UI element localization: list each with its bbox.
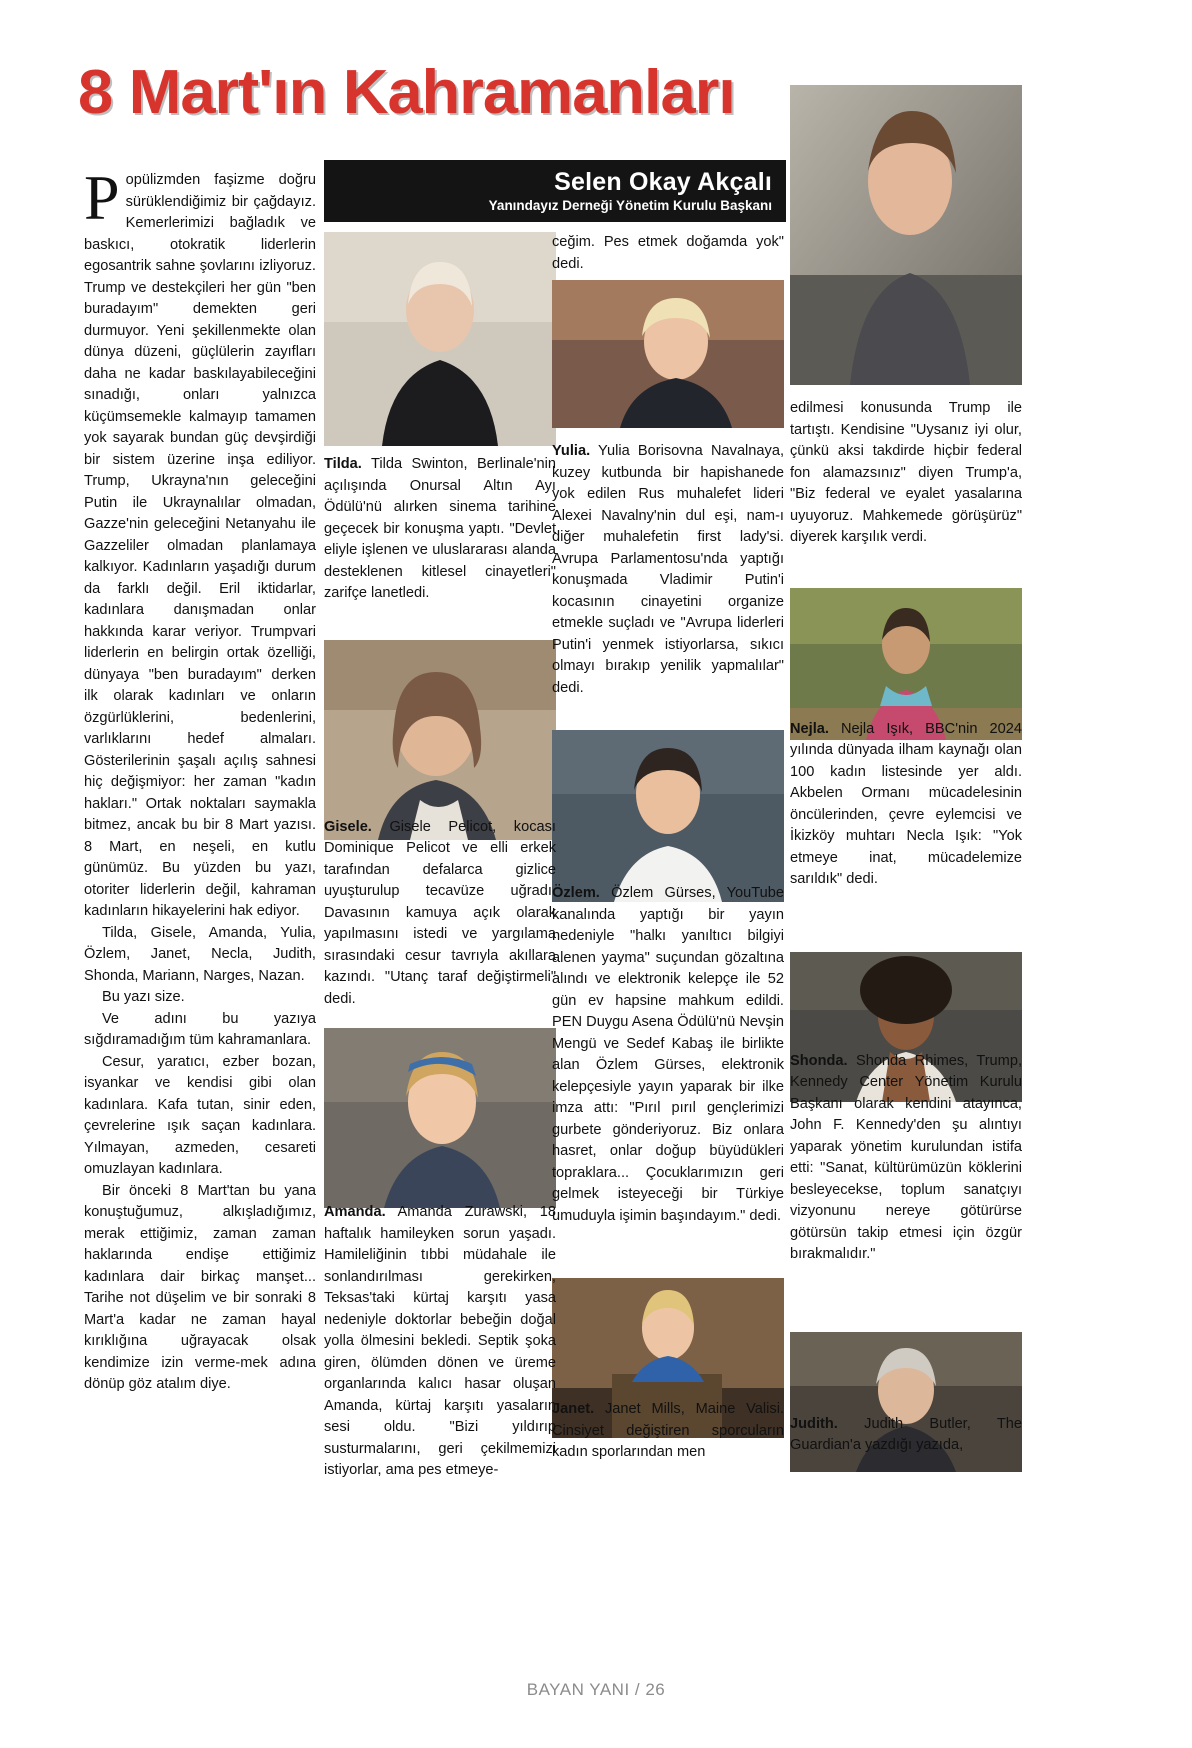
caption-text: Gisele Pelicot, kocası Dominique Pelicot ve elli erkek tarafından defalarca gizlice uyuşturulup tecavüze uğradı. Davasının kamuya açık olarak yapılmasını istedi ve yargılama sırasındaki cesur tavrıyla akıllara kazındı. "Utanç taraf değiştirmeli" dedi. [324,818,556,1007]
paragraph [84,162,316,923]
caption-text: Nejla Işık, BBC'nin 2024 yılında dünyada ilham kaynağı olan 100 kadın listesinde yer aldı. Akbelen Ormanı mücadelesinin öncülerinden, çevre eylemcisi ve İkizköy muhtarı Necla Işık: "Yok etmeye inat, mücadelemize sarıldık" dedi. [790,720,1022,887]
paragraph [790,398,1022,549]
caption-janet [552,1399,784,1464]
caption-gisele [324,817,556,1011]
caption-text: Shonda Rhimes, Trump, Kennedy Center Yönetim Kurulu Başkanı olarak kendini atayınca, John F. Kennedy'den şu alıntıyı yaparak yönetim kurulundan istifa etti: "Sanat, kültürümüzün köklerini besleyecekse, toplum sanatçıyı vizyonunu nereye götürürse götürsün takip etmesi için özgür bırakmalıdır." [790,1052,1022,1262]
article-column-3 [552,232,784,1464]
article-column-4 [790,398,1022,1457]
paragraph-text: Ve adını bu yazıya sığdıramadığım tüm kahramanlara. [84,1010,316,1048]
caption-text: Özlem Gürses, YouTube kanalında yaptığı bir yayın nedeniyle "halkı yanıltıcı bilgiyi alenen yayma" suçundan gözaltına alındı ve elektronik kelepçe ile 52 gün ev hapsine mahkum edildi. PEN Duygu Asena Ödülü'nü Nevşin Mengü ve Sedef Kabaş ile birlikte alan Özlem Gürses, elektronik kelepçesiyle yayın yaparak bir ilke imza attı: "Pırıl pırıl gençlerimizi gurbete gönderiyoruz. Biz onlara hasret, onlar doğup büyüdükleri topraklara... Çocuklarımızın geri gelmek isteyeceği bir Türkiye umuduyla işimin başındayım." dedi. [552,885,784,1224]
caption-lead: Tilda. [324,456,362,472]
paragraph [84,1009,316,1052]
byline-banner [324,160,786,222]
caption-lead: Yulia. [552,443,591,459]
caption-text: Janet Mills, Maine Valisi. Cinsiyet değiştiren sporcuların kadın sporlarından men [552,1401,784,1460]
paragraph [552,232,784,275]
caption-text: Amanda Zurawski, 18 haftalık hamileyken sorun yaşadı. Hamileliğinin tıbbi müdahale ile sonlandırılması gerekirken, Teksas'taki kürtaj karşıtı yasa nedeniyle doktorlar bebeğin doğal yolla ölmesini bekledi. Septik şoka giren, ölümden dönen ve üreme organlarında kalıcı hasar oluşan Amanda, kürtaj karşıtı yasaların sesi oldu. "Bizi yıldırıp susturmalarını, geri çekilmemizi istiyorlar, ama pes etmeye- [324,1204,556,1478]
article-column-1 [84,162,316,1396]
paragraph [84,923,316,988]
caption-shonda [790,1051,1022,1266]
paragraph-text: Bu yazı size. [102,989,185,1005]
caption-nejla [790,719,1022,891]
article-column-2 [324,232,556,1482]
caption-text: Judith Butler, The Guardian'a yazdığı yazıda, [790,1415,1022,1453]
photo-selen-okay-akcali [790,85,1022,385]
caption-lead: Özlem. [552,885,600,901]
caption-lead: Nejla. [790,720,829,737]
caption-lead: Amanda. [324,1204,386,1220]
paragraph-text: opülizmden faşizme doğru sürüklendiğimiz bir çağdayız. Kemerlerimizi bağladık ve baskıcı, otokratik liderlerin egosantrik sahne şovlarını izliyoruz. Trump ve destekçileri her gün "ben buradayım" demekten geri durmuyor. Yeni şekillenmekte olan dünya düzeni, güçlülerin zayıfları daha ne kadar baskılayabileceğini sınadığı, onları yalnızca küçümsemekle kalmayıp tamamen yok sayarak bundan güç devşirdiği bir sistem üzerine inşa ediliyor. Trump, Ukrayna'nın geleceğini Putin ile Ukraynalılar olmadan, Gazze'nin geleceğini Netanyahu ile Gazzeliler olmadan planlamaya kalkıyor. Kadınların yaşadığı durum da farklı değil. Eril iktidarlar, kadınlara danışmadan onlar hakkında karar veriyor. Trumpvari liderlerin en belirgin ortak özelliği, dünyaya "ben buradayım" derken ilk olarak kadınları ve onların özgürlüklerini, bedenlerini, varlıklarını hedef almaları. Gösterilerinin şaşalı açılış sahnesi hiç değişmiyor: her zaman "kadın hakları." Ortak noktaları saymakla bitmez, ancak bu bir 8 Mart yazısı. 8 Mart, en neşeli, en kutlu günümüz. Bu yüzden bu yazı, otoriter liderlerin değil, kahraman kadınların hikayelerini hak ediyor. [84,172,316,919]
caption-text: Tilda Swinton, Berlinale'nin açılışında Onursal Altın Ayı Ödülü'nü alırken sinema tarihine geçecek bir konuşma yaptı. "Devlet eliyle işlenen ve uluslararası alanda desteklenen kitlesel cinayetleri" zarifçe lanetledi. [324,456,556,601]
caption-lead: Janet. [552,1401,595,1417]
page-footer: BAYAN YANI / 26 [526,1680,666,1699]
byline-author-role: Yanındayız Derneği Yönetim Kurulu Başkanı [488,198,772,213]
paragraph-text: Bir önceki 8 Mart'tan bu yana konuştuğumuz, alkışladığımız, merak ettiğimiz, zaman zaman haklarında endişe ettiğimiz kadınlara dair birkaç manşet... Tarihe not düşelim ve bir sonraki 8 Mart'a kadar ne zaman hayal kırıklığına uğrayacak olsak kendimize izin verme-mek adına dönüp göz atalım diye. [84,1182,316,1392]
caption-amanda [324,1202,556,1482]
paragraph-text: Cesur, yaratıcı, ezber bozan, isyankar ve kendisi gibi olan kadınlara. Kafa tutan, sinir eden, çevrelerine ışık saçan kadınlara. Yılmayan, azmeden, cesareti omuzlayan kadınlara. [84,1053,316,1177]
paragraph [84,1052,316,1181]
paragraph [84,987,316,1009]
caption-lead: Judith. [790,1415,838,1432]
paragraph-text: ceğim. Pes etmek doğamda yok" dedi. [552,234,784,272]
paragraph [84,1181,316,1396]
caption-text: Yulia Borisovna Navalnaya, kuzey kutbunda bir hapishanede yok edilen Rus muhalefet lideri Alexei Navalny'nin dul eşi, nam-ı diğer muhalefetin first lady'si. Avrupa Parlamentosu'nda yaptığı konuşmada Vladimir Putin'i kocasının cinayetini organize etmekle suçladı ve "Avrupa liderleri Putin'i yenmek istiyorlarsa, sıkıcı olmayı bırakıp yenilik yapmalılar" dedi. [552,443,784,696]
byline-author-name: Selen Okay Akçalı [554,168,772,196]
drop-cap: P [84,162,120,233]
paragraph-text: edilmesi konusunda Trump ile tartıştı. Kendisine "Uysanız iyi olur, çünkü aksi takdirde hiçbir federal fon alamazsınız" diyen Trump'a, "Biz federal ve eyalet yasalarına uyuyoruz. Mahkemede görüşürüz" diyerek karşılık verdi. [790,400,1022,545]
page-title: 8 Mart'ın Kahramanları [78,58,735,127]
caption-ozlem [552,883,784,1227]
caption-lead: Shonda. [790,1052,848,1069]
caption-judith [790,1414,1022,1457]
caption-lead: Gisele. [324,818,372,835]
caption-tilda [324,454,556,605]
paragraph-text: Tilda, Gisele, Amanda, Yulia, Özlem, Janet, Necla, Judith, Shonda, Mariann, Narges, Nazan. [84,924,316,984]
caption-yulia [552,441,784,699]
